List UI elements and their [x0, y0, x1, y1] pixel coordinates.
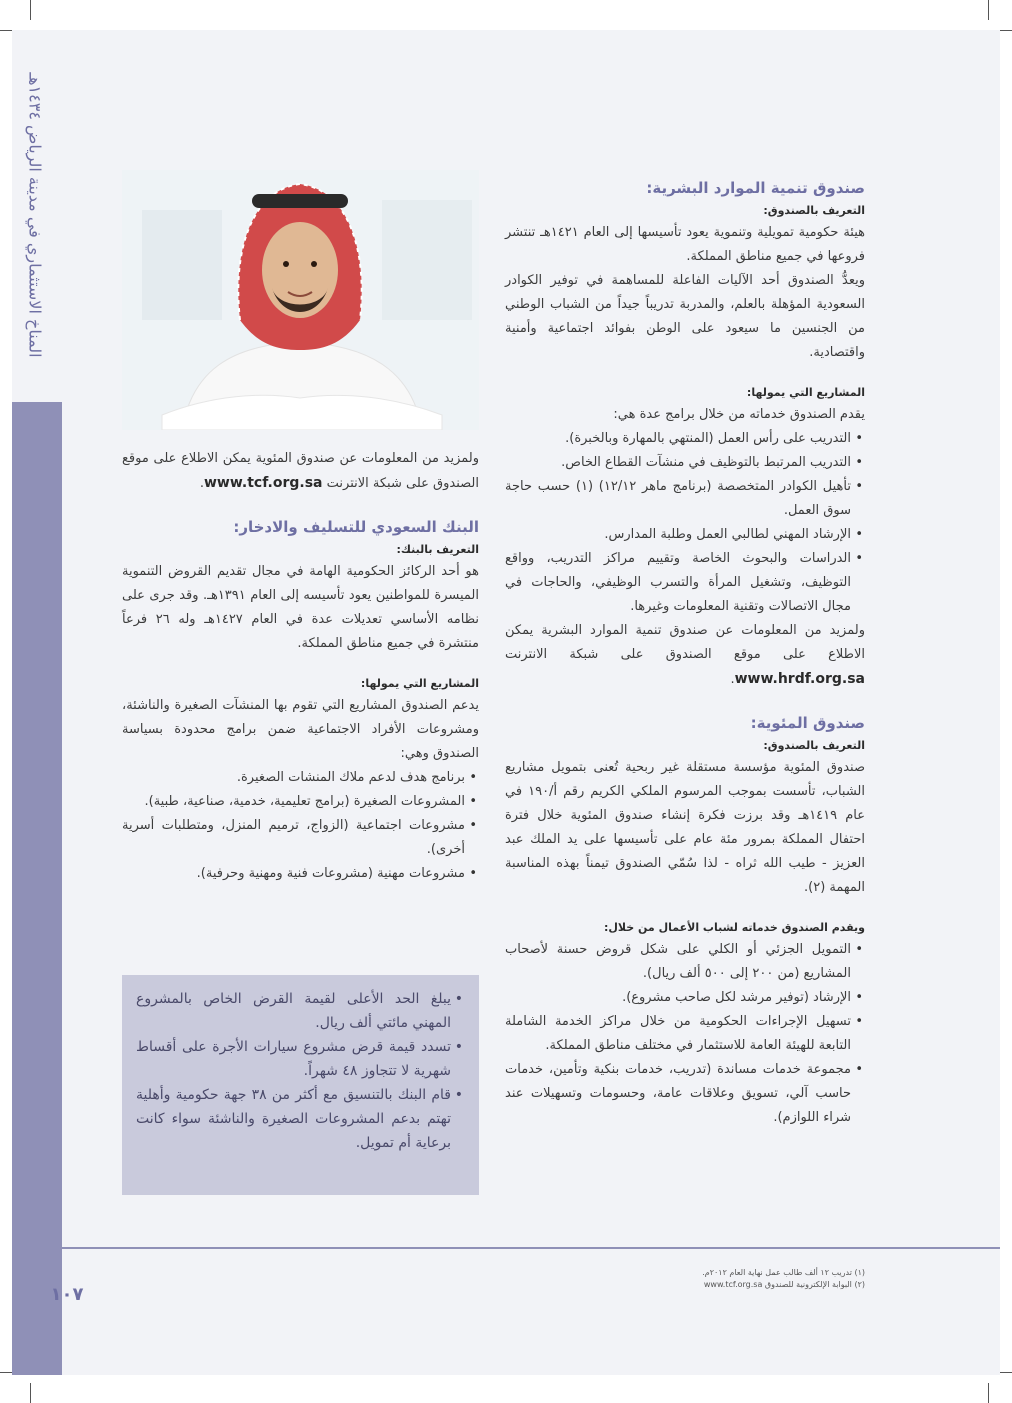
list-item: • الإرشاد (توفير مرشد لكل صاحب مشروع). [505, 986, 851, 1010]
running-title [10, 40, 60, 390]
bank-def-text: هو أحد الركائز الحكومية الهامة في مجال تقديم القروض التنموية الميسرة للمواطنين يعود تأسيسه إلى العام ١٣٩١هـ. وقد جرى على نظامه الأساسي تعديلات عدة في العام ١٤٢٧هـ وله ٢٦ فرعاً منتشرة في جميع مناطق المملكة. [122, 564, 479, 651]
list-item: • يبلغ الحد الأعلى لقيمة القرض الخاص بالمشروع المهني مائتي ألف ريال. [136, 987, 451, 1035]
centennial-def-text: صندوق المئوية مؤسسة مستقلة غير ربحية تُعنى بتمويل مشاريع الشباب، تأسست بموجب المرسوم الملكي الكريم رقم أ/١٩٠ في عام ١٤١٩هـ وقد برزت فكرة إنشاء صندوق المئوية خلال فترة احتفال المملكة بمرور مئة عام على تأسيسها على يد الملك عبد العزيز - طيب الله ثراه - لذا سُمّي الصندوق تيمناً بهذه المناسبة المهمة (٢). [505, 760, 866, 895]
crop-mark [988, 1383, 989, 1403]
list-item: • التدريب على رأس العمل (المنتهي بالمهارة وبالخبرة). [505, 427, 851, 451]
man-photo [122, 170, 479, 430]
info-box-list [122, 975, 479, 1155]
list-item: • مشروعات مهنية (مشروعات فنية ومهنية وحرفية). [122, 862, 465, 886]
list-item: • تأهيل الكوادر المتخصصة (برنامج ماهر ١٢/١٢) (١) حسب حاجة سوق العمل. [505, 475, 851, 523]
hrdf-more-text: ولمزيد من المعلومات عن صندوق تنمية الموارد البشرية يمكن الاطلاع على موقع الصندوق على شبكة الانترنت [505, 623, 865, 662]
list-item: • قام البنك بالتنسيق مع أكثر من ٣٨ جهة حكومية وأهلية تهتم بدعم المشروعات الصغيرة والناشئة سواء كانت برعاية أم تمويل. [136, 1083, 451, 1155]
hrdf-projects-intro: يقدم الصندوق خدماته من خلال برامج عدة هي: [613, 407, 865, 422]
crop-mark [30, 0, 31, 20]
footer-divider [62, 1247, 1000, 1249]
centennial-services-label: ويقدم الصندوق خدماته لشباب الأعمال من خلال: [603, 921, 865, 934]
list-item: • مجموعة خدمات مساندة (تدريب، خدمات بنكية وتأمين، خدمات حاسب آلي، تسويق وعلاقات عامة، وحسومات وتسهيلات عند شراء اللوازم). [505, 1058, 851, 1130]
bank-projects-list [122, 766, 479, 886]
crop-mark [988, 0, 989, 20]
sidebar-band [12, 402, 62, 1375]
bank-heading: البنك السعودي للتسليف والادخار: [233, 518, 479, 536]
footnote: (١) تدريب ١٢ ألف طالب عمل نهاية العام ٢٠١٢م. [702, 1268, 865, 1277]
hrdf-projects-label: المشاريع التي يمولها: [746, 386, 865, 399]
centennial-more-info: ولمزيد من المعلومات عن صندوق المئوية يمكن الاطلاع على موقع الصندوق على شبكة الانترنت www.tcf.org.sa. [122, 451, 479, 491]
bank-projects-label: المشاريع التي يمولها: [360, 677, 479, 690]
list-item: • تسهيل الإجراءات الحكومية من خلال مراكز الخدمة الشاملة التابعة للهيئة العامة للاستثمار في مختلف مناطق المملكة. [505, 1010, 851, 1058]
list-item: • التمويل الجزئي أو الكلي على شكل قروض حسنة لأصحاب المشاريع (من ٢٠٠ إلى ٥٠٠ ألف ريال). [505, 938, 851, 986]
centennial-def-label: التعريف بالصندوق: [763, 739, 865, 752]
hrdf-def-label: التعريف بالصندوق: [763, 204, 865, 217]
list-item: • مشروعات اجتماعية (الزواج، ترميم المنزل، ومتطلبات أسرية أخرى). [122, 814, 465, 862]
hrdf-more-info: ولمزيد من المعلومات عن صندوق تنمية الموارد البشرية يمكن الاطلاع على موقع الصندوق على شبكة الانترنت www.hrdf.org.sa. [505, 623, 865, 687]
list-item: • تسدد قيمة قرض مشروع سيارات الأجرة على أقساط شهرية لا تتجاوز ٤٨ شهراً. [136, 1035, 451, 1083]
info-box [122, 975, 479, 1195]
centennial-url-link[interactable]: www.tcf.org.sa [204, 475, 323, 491]
bank-projects-intro: يدعم الصندوق المشاريع التي تقوم بها المنشآت الصغيرة والناشئة، ومشروعات الأفراد الاجتماعية ضمن برامج محدودة بسياسة الصندوق وهي: [122, 698, 479, 761]
man-illustration [122, 170, 479, 430]
hrdf-def-text: هيئة حكومية تمويلية وتنموية يعود تأسيسها إلى العام ١٤٢١هـ تنتشر فروعها في جميع مناطق المملكة. [505, 225, 865, 264]
list-item: • التدريب المرتبط بالتوظيف في منشآت القطاع الخاص. [505, 451, 851, 475]
list-item: • برنامج هدف لدعم ملاك المنشات الصغيرة. [122, 766, 465, 790]
page-number: ١٠٧ [50, 1284, 84, 1305]
bank-def-label: التعريف بالبنك: [396, 543, 479, 556]
hrdf-role-text: ويعدُّ الصندوق أحد الآليات الفاعلة للمساهمة في توفير الكوادر السعودية المؤهلة بالعلم، والمدربة تدريباً جيداً من الشباب الوطني من الجنسين ما سيعود على الوطن بفوائد اجتماعية وأمنية واقتصادية. [505, 273, 865, 360]
hrdf-heading: صندوق تنمية الموارد البشرية: [646, 179, 865, 197]
right-column [505, 175, 865, 1130]
list-item: • الدراسات والبحوث الخاصة وتقييم مراكز التدريب، وواقع التوظيف، وتشغيل المرأة والتسرب الوظيفي، والحاجات في مجال الاتصالات وتقنية المعلومات وغيرها. [505, 547, 851, 619]
centennial-services-list [505, 938, 865, 1130]
list-item: • الإرشاد المهني لطالبي العمل وطلبة المدارس. [505, 523, 851, 547]
centennial-heading: صندوق المئوية: [750, 714, 865, 732]
hrdf-projects-list [505, 427, 865, 619]
footnotes [490, 1267, 865, 1291]
left-column [122, 447, 479, 886]
hrdf-url-link[interactable]: www.hrdf.org.sa [734, 671, 865, 687]
list-item: • المشروعات الصغيرة (برامج تعليمية، خدمية، صناعية، طبية). [122, 790, 465, 814]
running-title-text: المناخ الاستثماري في مدينة الرياض ١٤٣٤هـ [25, 72, 45, 358]
centennial-more-text: ولمزيد من المعلومات عن صندوق المئوية يمكن الاطلاع على موقع الصندوق على شبكة الانترنت [122, 451, 479, 491]
footnote: (٢) البوابة الإلكترونية للصندوق www.tcf.org.sa [703, 1280, 865, 1289]
crop-mark [30, 1383, 31, 1403]
